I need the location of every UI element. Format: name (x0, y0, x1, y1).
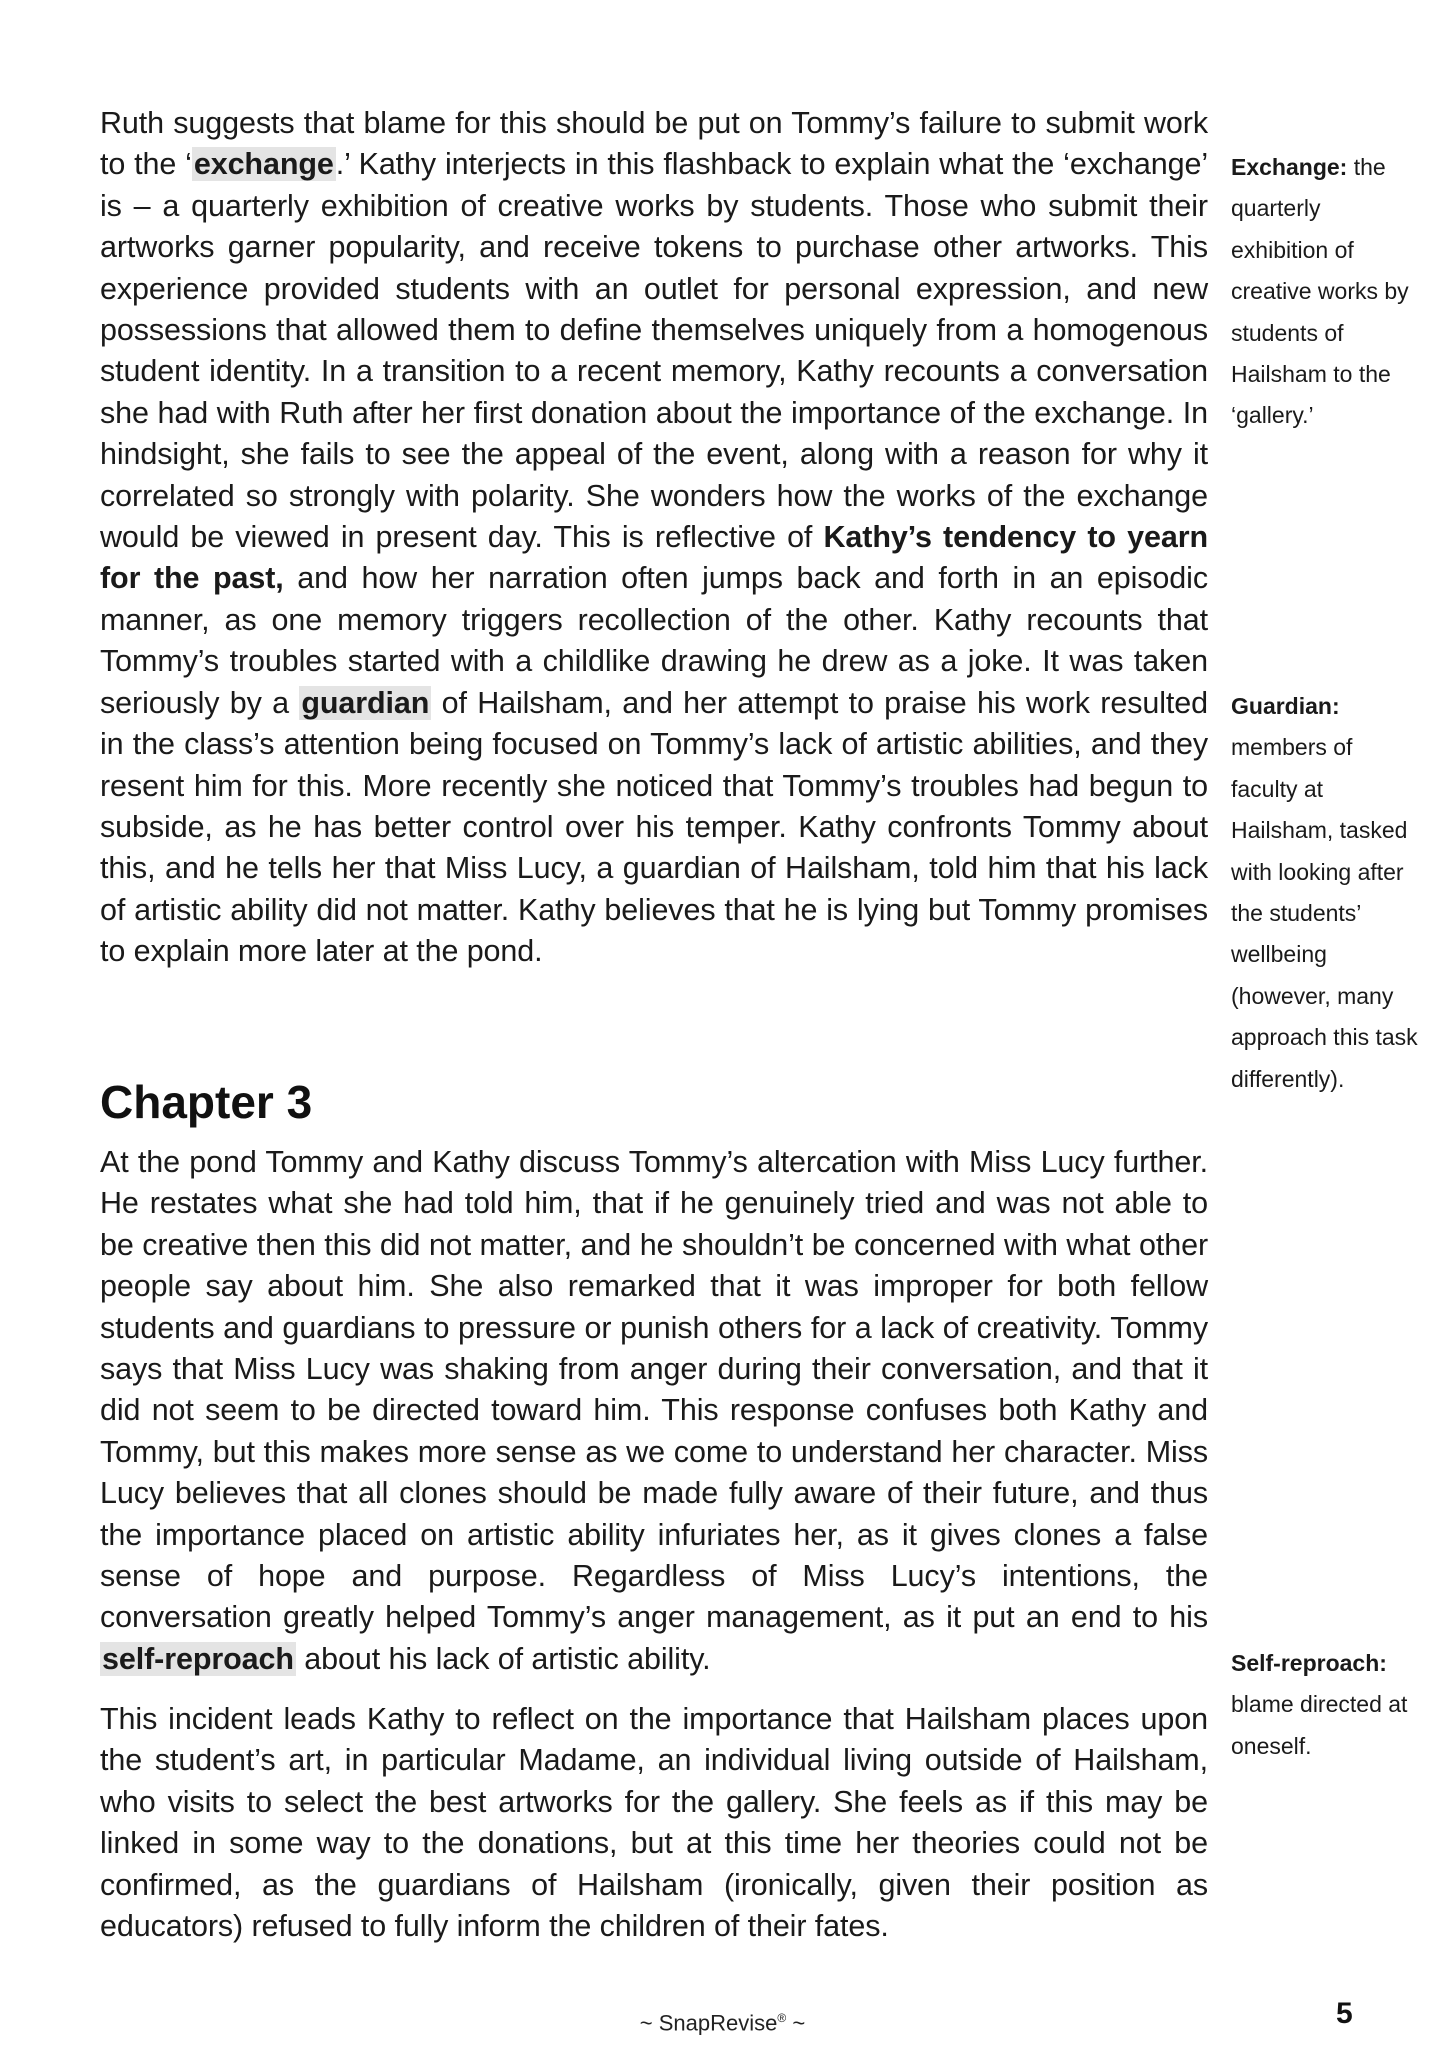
footer-brand (0, 2003, 1445, 2038)
glossary-guardian (1231, 686, 1421, 1100)
paragraph-pond-conversation (100, 1142, 1208, 1680)
text-segment: .’ Kathy interjects in this flashback to explain what the ‘exchange’ is – a quarterly exhibition of creative works by students. Those who submit their artworks garner popularity, and receive tokens to purchase other artworks. This experience provided students with an outlet for personal expression, and new possessions that allowed them to define themselves uniquely from a homogenous student identity. In a transition to a recent memory, Kathy recounts a conversation she had with Ruth after her first donation about the importance of the exchange. In hindsight, she fails to see the appeal of the event, along with a reason for why it correlated so strongly with polarity. She wonders how the works of the exchange would be viewed in present day. This is reflective of (100, 147, 1209, 555)
paragraph-1 (100, 103, 1208, 973)
glossary-term: Exchange: (1231, 154, 1348, 180)
text-segment: about his lack of artistic ability. (295, 1641, 711, 1676)
text-segment: At the pond Tommy and Kathy discuss Tommy’s altercation with Miss Lucy further. He restates what she had told him, that if he genuinely tried and was not able to be creative then this did not matter, and he shouldn’t be concerned with what other people say about him. She also remarked that it was improper for both fellow students and guardians to pressure or punish others for a lack of creativity. Tommy says that Miss Lucy was shaking from anger during their conversation, and that it did not seem to be directed toward him. This response confuses both Kathy and Tommy, but this makes more sense as we come to understand her character. Miss Lucy believes that all clones should be made fully aware of their future, and thus the importance placed on artistic ability infuriates her, as it gives clones a false sense of hope and purpose. Regardless of Miss Lucy’s intentions, the conversation greatly helped Tommy’s anger management, as it put an end to his (100, 1145, 1208, 1635)
glossary-exchange (1231, 147, 1421, 437)
text-segment: of Hailsham, and her attempt to praise his work resulted in the class’s attention being focused on Tommy’s lack of artistic abilities, and they resent him for this. More recently she noticed that Tommy’s troubles had begun to subside, as he has better control over his temper. Kathy confronts Tommy about this, and he tells her that Miss Lucy, a guardian of Hailsham, told him that his lack of artistic ability did not matter. Kathy believes that he is lying but Tommy promises to explain more later at the pond. (100, 685, 1208, 969)
glossary-definition: the quarterly exhibition of creative works by students of Hailsham to the ‘gallery.’ (1231, 154, 1409, 429)
footer-suffix: ~ (786, 2010, 806, 2036)
glossary-definition: blame directed at oneself. (1231, 1691, 1408, 1759)
bold-emphasis-yearn-for-past: Kathy’s tendency to yearn for the past, (100, 520, 1208, 596)
chapter-heading: Chapter 3 (100, 1076, 313, 1128)
highlighted-term-guardian: guardian (301, 685, 430, 720)
trademark-symbol: ® (777, 2011, 787, 2025)
glossary-self-reproach (1231, 1643, 1421, 1767)
paragraph-3: This incident leads Kathy to reflect on the importance that Hailsham places upon the student’s art, in particular Madame, an individual living outside of Hailsham, who visits to select the best artworks for the gallery. She feels as if this may be linked in some way to the donations, but at this time her theories could not be confirmed, as the guardians of Hailsham (ironically, given their position as educators) refused to fully inform the children of their fates. (100, 1702, 1208, 1944)
text-segment: and how her narration often jumps back and forth in an episodic manner, as one memory triggers recollection of the other. Kathy recounts that Tommy’s troubles started with a childlike drawing he drew as a joke. It was taken seriously by a (100, 561, 1208, 720)
page-number: 5 (1336, 1997, 1353, 2030)
highlighted-term-exchange: exchange (193, 147, 334, 182)
brand-name: SnapRevise (658, 2010, 778, 2036)
paragraph-exchange-guardian (100, 103, 1208, 973)
text-segment: Ruth suggests that blame for this should be put on Tommy’s failure to submit work to the ‘ (100, 106, 1208, 182)
footer-prefix: ~ (639, 2010, 659, 2036)
highlighted-term-self-reproach: self-reproach (102, 1641, 294, 1676)
glossary-definition: members of faculty at Hailsham, tasked with looking after the students’ wellbeing (however, many approach this task differently). (1231, 734, 1418, 1092)
paragraph-madame-gallery (100, 1699, 1208, 1947)
glossary-term: Self-reproach: (1231, 1650, 1387, 1676)
paragraph-2 (100, 1142, 1208, 1680)
glossary-term: Guardian: (1231, 693, 1340, 719)
